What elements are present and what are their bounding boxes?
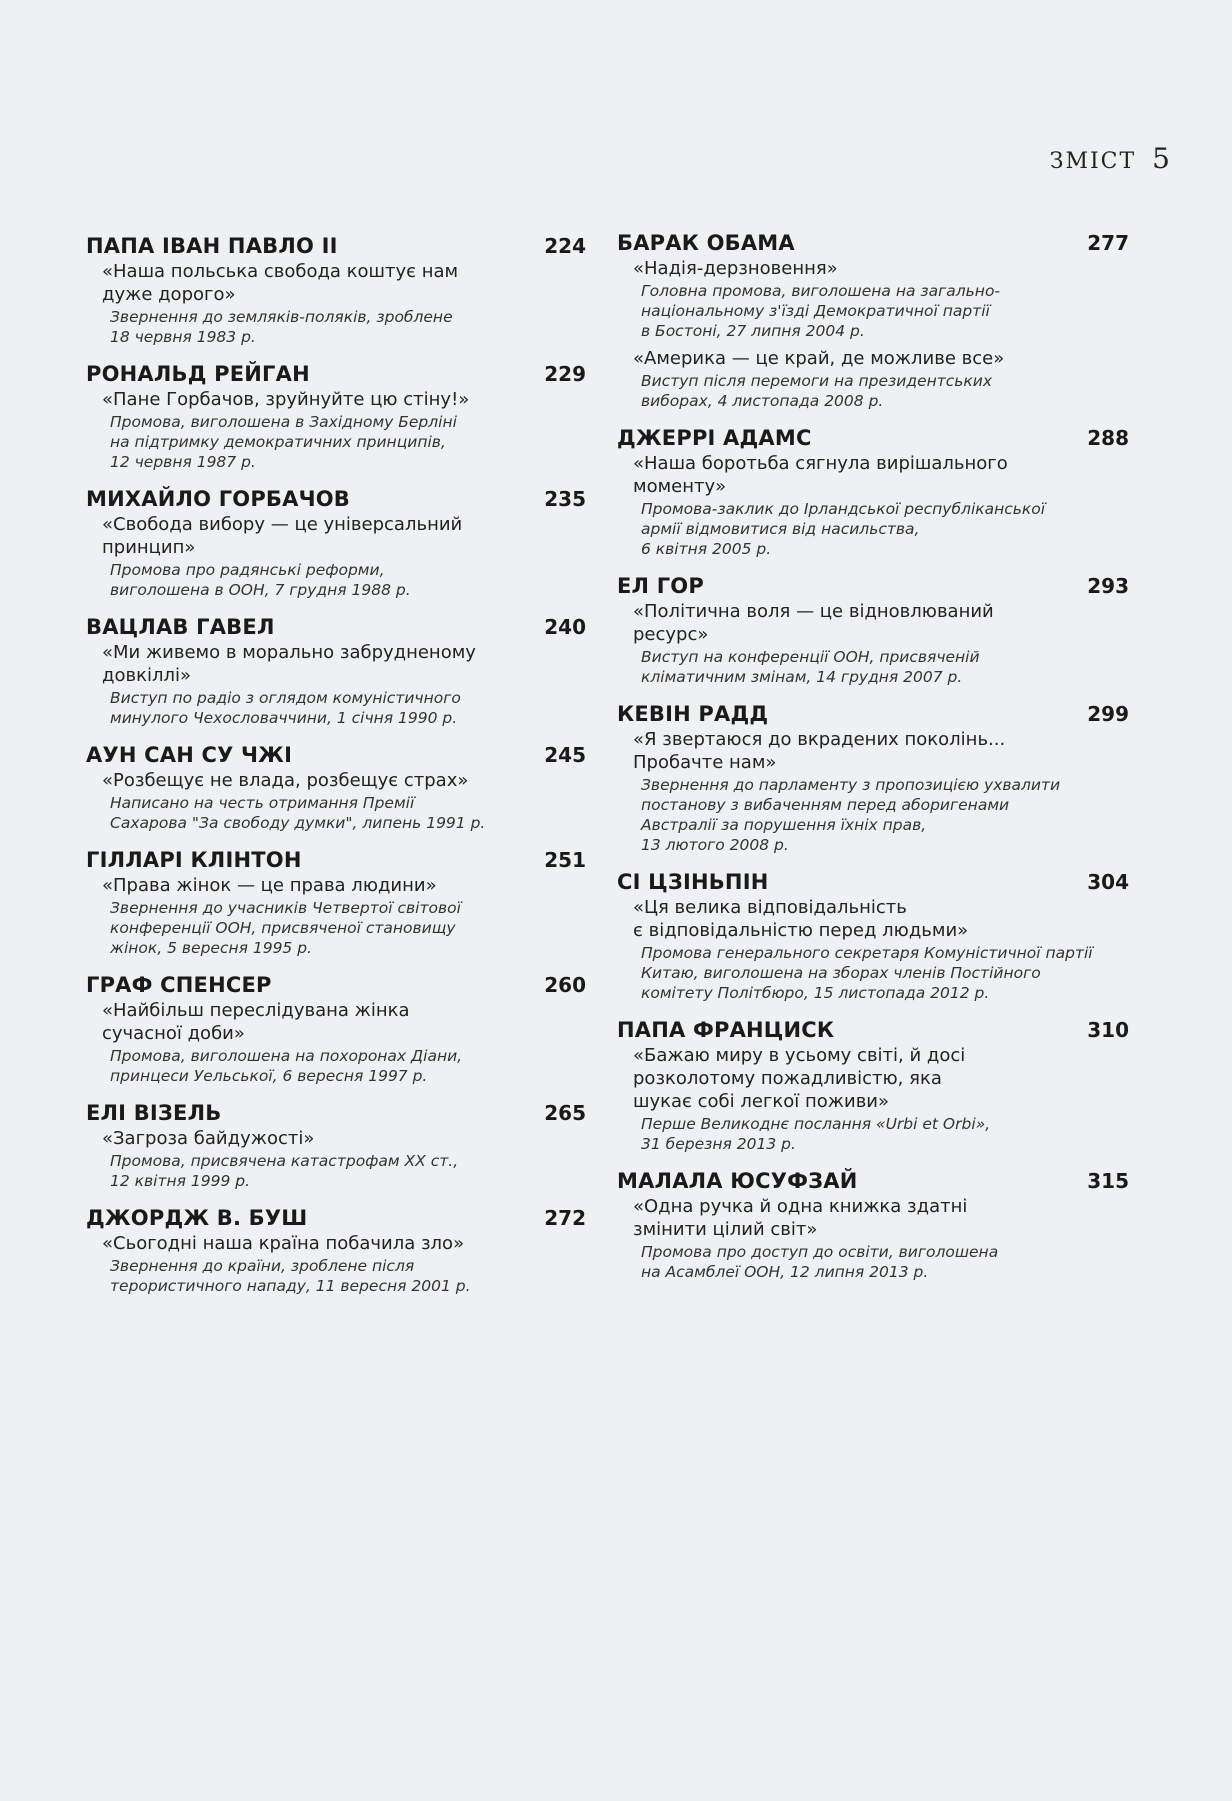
speech-title: «Америка — це край, де можливе все» [633,348,1005,369]
toc-column-right [617,231,1129,1297]
toc-entry-header [617,1018,1129,1042]
speech-description: Промова генерального секретаря Комуністичної партії Китаю, виголошена на зборах членів Постійного комітету Політбюро, 15 листопада 2012 р. [641,944,1093,1002]
speech-description: Перше Великоднє послання «Urbi et Orbi», 31 березня 2013 р. [641,1115,991,1153]
speech-description: Виступ на конференції ООН, присвяченій кліматичним змінам, 14 грудня 2007 р. [641,648,980,686]
speaker-name: ГРАФ СПЕНСЕР [86,973,272,997]
speech-description: Звернення до учасників Четвертої світової конференції ООН, присвяченої становищу жінок, 5 вересня 1995 р. [110,899,461,957]
toc-page-number: 240 [544,615,586,639]
toc-entry [86,743,586,833]
toc-page-number: 265 [544,1101,586,1125]
toc-page-number: 272 [544,1206,586,1230]
speech-title: «Сьогодні наша країна побачила зло» [102,1233,465,1254]
toc-entry [617,1169,1129,1282]
speech-title: «Бажаю миру в усьому світі, й досі розколотому пожадливістю, яка шукає собі легкої поживи» [633,1045,966,1112]
speech-title: «Пане Горбачов, зруйнуйте цю стіну!» [102,389,470,410]
toc-entry [617,231,1129,411]
speech-title: «Найбільш переслідувана жінка сучасної доби» [102,1000,410,1044]
toc-page-number: 288 [1087,426,1129,450]
speech-title: «Я звертаюся до вкрадених поколінь... Пробачте нам» [633,729,1006,773]
speech-description: Промова про радянські реформи, виголошена в ООН, 7 грудня 1988 р. [110,561,411,599]
speech-title: «Одна ручка й одна книжка здатні змінити цілий світ» [633,1196,968,1240]
toc-page-number: 299 [1087,702,1129,726]
speech-item [617,728,1129,855]
toc-entry-header [617,1169,1129,1193]
toc-entry [86,1101,586,1191]
toc-entry [617,1018,1129,1154]
speech-title: «Наша польська свобода коштує нам дуже дорого» [102,261,459,305]
toc-entry [86,362,586,472]
toc-page-number: 251 [544,848,586,872]
speech-description: Промова, виголошена в Західному Берліні на підтримку демократичних принципів, 12 червня 1987 р. [110,413,457,471]
speech-title: «Наша боротьба сягнула вирішального моменту» [633,453,1008,497]
speech-item [86,641,586,728]
speech-title: «Ця велика відповідальність є відповідальністю перед людьми» [633,897,969,941]
speech-item [617,896,1129,1003]
toc-entry-header [86,234,586,258]
toc-entry [617,426,1129,559]
speech-description: Звернення до країни, зроблене після терористичного нападу, 11 вересня 2001 р. [110,1257,471,1295]
toc-entry-header [86,1101,586,1125]
speech-title: «Права жінок — це права людини» [102,875,437,896]
toc-entry-header [617,426,1129,450]
speech-description: Промова, присвячена катастрофам XX ст., 12 квітня 1999 р. [110,1152,459,1190]
toc-entry [86,848,586,958]
speech-item [617,600,1129,687]
speech-title: «Загроза байдужості» [102,1128,315,1149]
toc-entry-header [86,973,586,997]
speech-item [617,1044,1129,1154]
speech-title: «Надія-дерзновення» [633,258,838,279]
toc-entry-header [86,848,586,872]
speech-item [86,769,586,833]
speech-description: Написано на честь отримання Премії Сахарова "За свободу думки", липень 1991 р. [110,794,486,832]
toc-page-number: 315 [1087,1169,1129,1193]
speech-item [86,260,586,347]
speech-title: «Свобода вибору — це універсальний принцип» [102,514,463,558]
toc-entry-header [86,362,586,386]
speaker-name: БАРАК ОБАМА [617,231,795,255]
toc-entry [617,702,1129,855]
speech-item [86,388,586,472]
toc-entry [617,574,1129,687]
speech-item [86,874,586,958]
toc-entry [86,973,586,1086]
toc-entry [617,870,1129,1003]
toc-entry-header [617,231,1129,255]
speech-description: Виступ після перемоги на президентських виборах, 4 листопада 2008 р. [641,372,993,410]
speech-item [86,513,586,600]
speaker-name: ГІЛЛАРІ КЛІНТОН [86,848,302,872]
speech-title: «Ми живемо в морально забрудненому довкіллі» [102,642,476,686]
speaker-name: КЕВІН РАДД [617,702,769,726]
toc-page-number: 304 [1087,870,1129,894]
toc-entry [86,1206,586,1296]
toc-page-number: 260 [544,973,586,997]
toc-page-number: 245 [544,743,586,767]
toc-entry-header [86,1206,586,1230]
speaker-name: ДЖОРДЖ В. БУШ [86,1206,308,1230]
running-head [1050,142,1170,175]
speech-item [617,257,1129,341]
toc-entry [86,615,586,728]
speech-item [86,1127,586,1191]
toc-entry [86,234,586,347]
speaker-name: МИХАЙЛО ГОРБАЧОВ [86,487,351,511]
toc-entry-header [617,870,1129,894]
speech-item [617,1195,1129,1282]
speech-description: Звернення до парламенту з пропозицією ухвалити постанову з вибаченням перед аборигенами Австралії за порушення їхніх прав, 13 лютого 2008 р. [641,776,1061,854]
speech-description: Виступ по радіо з оглядом комуністичного минулого Чехословаччини, 1 січня 1990 р. [110,689,461,727]
speech-title: «Розбещує не влада, розбещує страх» [102,770,469,791]
toc-page-number: 310 [1087,1018,1129,1042]
speaker-name: РОНАЛЬД РЕЙГАН [86,362,310,386]
speaker-name: ДЖЕРРІ АДАМС [617,426,812,450]
speech-description: Промова, виголошена на похоронах Діани, принцеси Уельської, 6 вересня 1997 р. [110,1047,463,1085]
speech-title: «Політична воля — це відновлюваний ресурс» [633,601,994,645]
speaker-name: МАЛАЛА ЮСУФЗАЙ [617,1169,858,1193]
toc-entry-header [617,702,1129,726]
speaker-name: СІ ЦЗІНЬПІН [617,870,769,894]
speaker-name: ВАЦЛАВ ГАВЕЛ [86,615,275,639]
speech-description: Звернення до земляків-поляків, зроблене 18 червня 1983 р. [110,308,453,346]
speech-description: Промова-заклик до Ірландської республіканської армії відмовитися від насильства, 6 квітня 2005 р. [641,500,1046,558]
toc-entry-header [86,743,586,767]
speech-item [86,999,586,1086]
section-title: ЗМІСТ [1049,149,1137,174]
speaker-name: ЕЛІ ВІЗЕЛЬ [86,1101,222,1125]
toc-page-number: 277 [1087,231,1129,255]
speech-description: Головна промова, виголошена на загально- національному з'їзді Демократичної партії в Бостоні, 27 липня 2004 р. [641,282,1001,340]
toc-entry-header [86,615,586,639]
toc-entry-header [617,574,1129,598]
toc-page-number: 235 [544,487,586,511]
speech-item [86,1232,586,1296]
toc-entry-header [86,487,586,511]
speaker-name: ПАПА ФРАНЦИСК [617,1018,835,1042]
toc-page-number: 229 [544,362,586,386]
speech-description: Промова про доступ до освіти, виголошена на Асамблеї ООН, 12 липня 2013 р. [641,1243,999,1281]
toc-page-number: 224 [544,234,586,258]
speech-item [617,347,1129,411]
speaker-name: ПАПА ІВАН ПАВЛО ІІ [86,234,338,258]
speaker-name: АУН САН СУ ЧЖІ [86,743,293,767]
speech-item [617,452,1129,559]
page-number: 5 [1152,142,1170,175]
speaker-name: ЕЛ ГОР [617,574,704,598]
toc-page-number: 293 [1087,574,1129,598]
toc-entry [86,487,586,600]
toc-column-left [86,234,586,1311]
